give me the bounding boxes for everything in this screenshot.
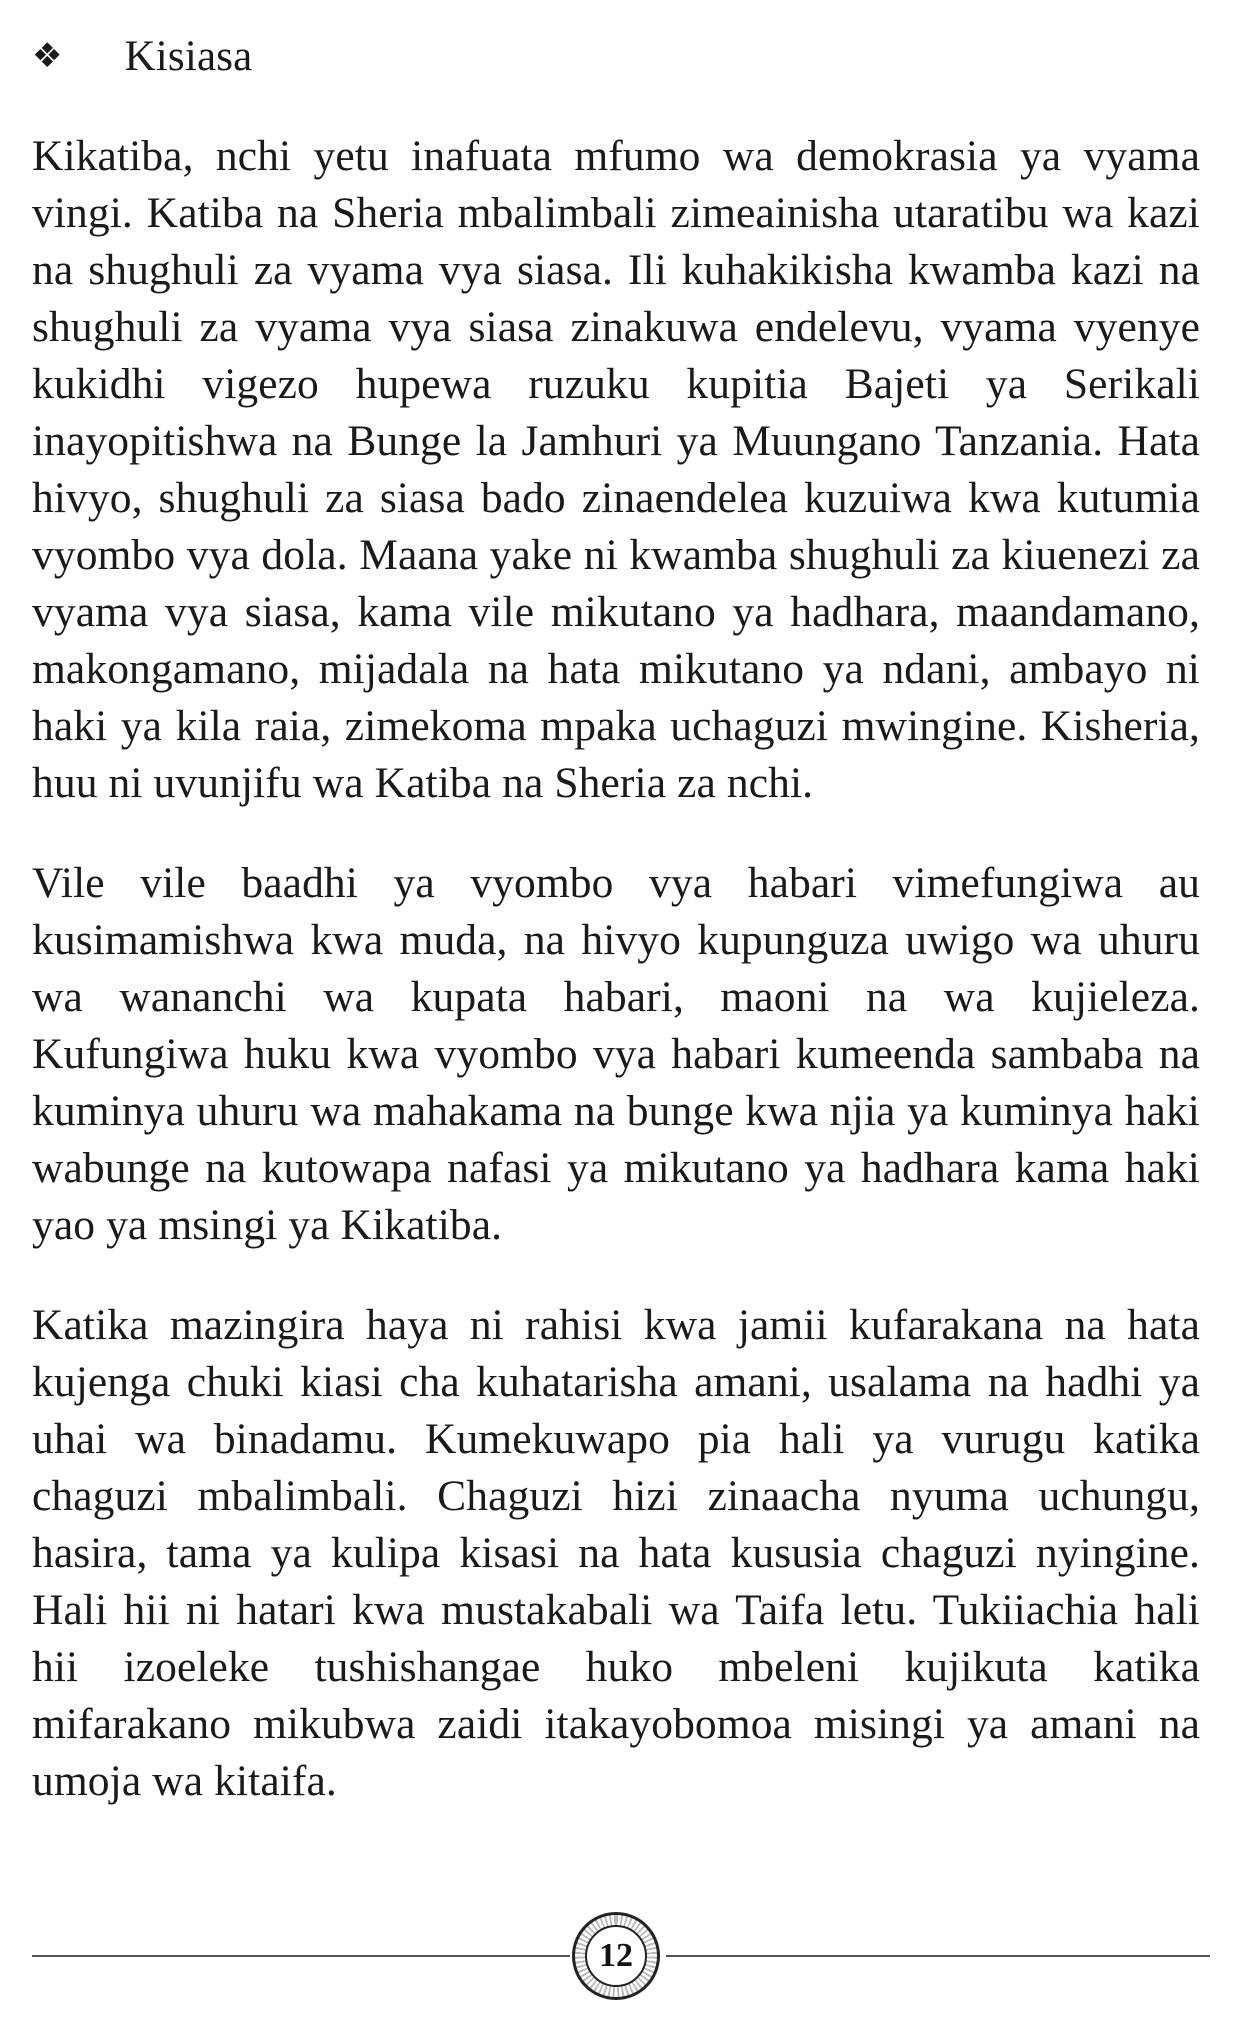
- page-number: 12: [585, 1925, 647, 1987]
- paragraph-1: Kikatiba, nchi yetu inafuata mfumo wa demokrasia ya vyama vingi. Katiba na Sheria mbalimbali zimeainisha utaratibu wa kazi na shughuli za vyama vya siasa. Ili kuhakikisha kwamba kazi na shughuli za vyama vya siasa zinakuwa endelevu, vyama vyenye kukidhi vigezo hupewa ruzuku kupitia Bajeti ya Serikali inayopitishwa na Bunge la Jamhuri ya Muungano Tanzania. Hata hivyo, shughuli za siasa bado zinaendelea kuzuiwa kwa kutumia vyombo vya dola. Maana yake ni kwamba shughuli za kiuenezi za vyama vya siasa, kama vile mikutano ya hadhara, maandamano, makongamano, mijadala na hata mikutano ya ndani, ambayo ni haki ya kila raia, zimekoma mpaka uchaguzi mwingine. Kisheria, huu ni uvunjifu wa Katiba na Sheria za nchi.: [32, 132, 1200, 807]
- footer-rule-right: [666, 1955, 1210, 1957]
- section-header: [32, 28, 252, 84]
- paragraph-2: Vile vile baadhi ya vyombo vya habari vimefungiwa au kusimamishwa kwa muda, na hivyo kupunguza uwigo wa uhuru wa wananchi wa kupata habari, maoni na wa kujieleza. Kufungiwa huku kwa vyombo vya habari kumeenda sambaba na kuminya uhuru wa mahakama na bunge kwa njia ya kuminya haki wabunge na kutowapa nafasi ya mikutano ya hadhara kama haki yao ya msingi ya Kikatiba.: [32, 859, 1200, 1249]
- paragraph-3: Katika mazingira haya ni rahisi kwa jamii kufarakana na hata kujenga chuki kiasi cha kuhatarisha amani, usalama na hadhi ya uhai wa binadamu. Kumekuwapo pia hali ya vurugu katika chaguzi mbalimbali. Chaguzi hizi zinaacha nyuma uchungu, hasira, tama ya kulipa kisasi na hata kususia chaguzi nyingine. Hali hii ni hatari kwa mustakabali wa Taifa letu. Tukiiachia hali hii izoeleke tushishangae huko mbeleni kujikuta katika mifarakano mikubwa zaidi itakayobomoa misingi ya amani na umoja wa kitaifa.: [32, 1301, 1200, 1805]
- page-number-badge: [572, 1912, 660, 2000]
- diamond-ornament-icon: ❖: [32, 36, 63, 76]
- footer-rule-left: [32, 1955, 570, 1957]
- section-title: Kisiasa: [124, 32, 253, 80]
